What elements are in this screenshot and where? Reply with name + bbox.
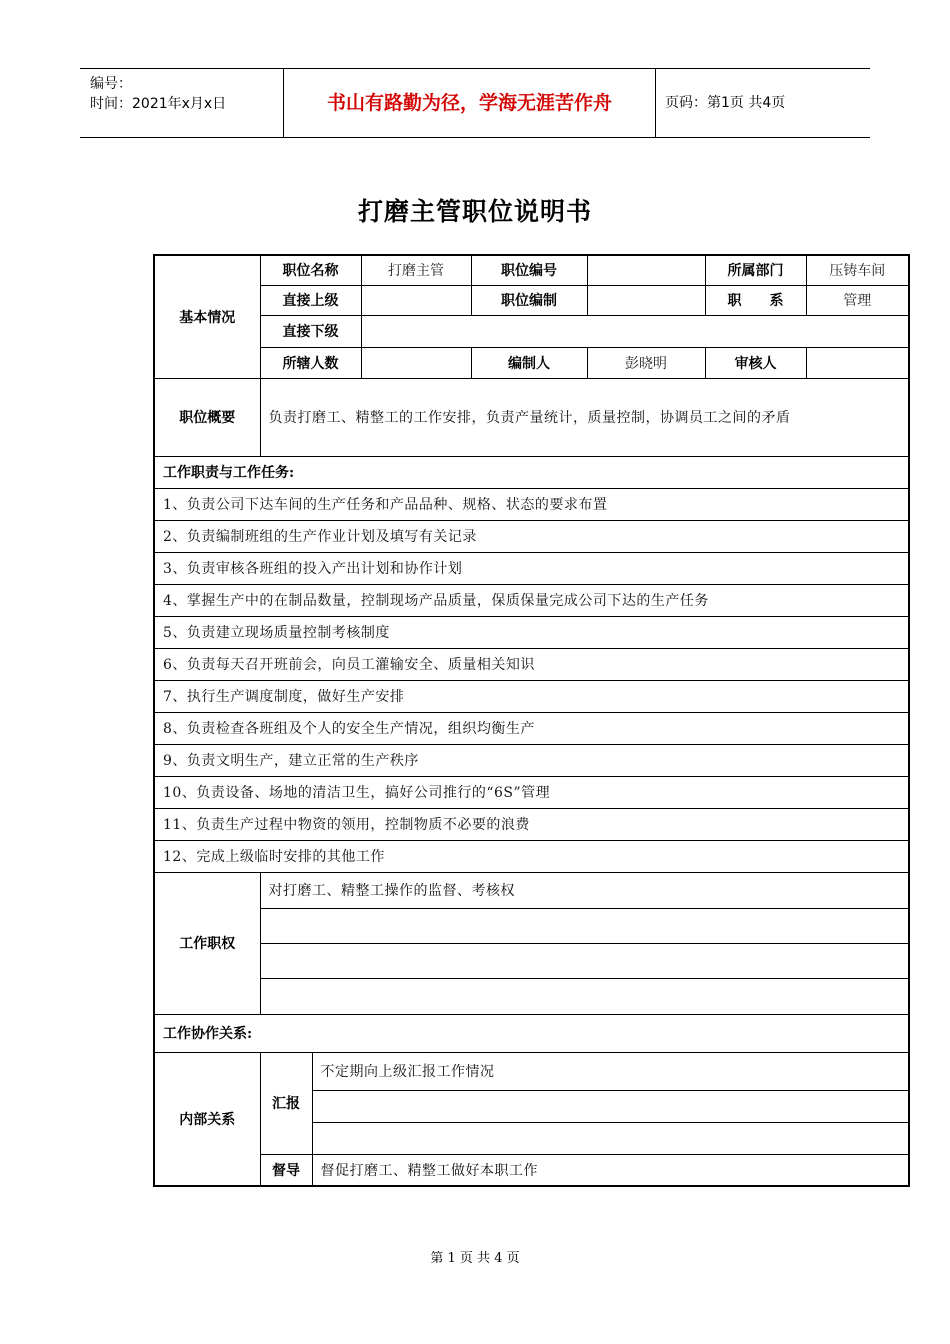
report-item: [312, 1122, 909, 1154]
authority-row: [154, 872, 909, 908]
authority-row: [154, 908, 909, 943]
dept-label: 所属部门: [705, 255, 806, 285]
reviewer-label: 审核人: [705, 347, 806, 378]
duty-row: [154, 808, 909, 840]
duty-row: [154, 712, 909, 744]
duty-item: 6、负责每天召开班前会，向员工灌输安全、质量相关知识: [154, 648, 909, 680]
job-no-label: 职位编号: [471, 255, 587, 285]
authority-item: 对打磨工、精整工操作的监督、考核权: [260, 872, 909, 908]
job-no-value: [587, 255, 705, 285]
summary-row: [154, 378, 909, 456]
duties-header-row: [154, 456, 909, 488]
supervise-label: 督导: [260, 1154, 312, 1186]
series-label: 职 系: [705, 285, 806, 315]
subordinate-label: 直接下级: [260, 315, 361, 347]
authority-item: [260, 943, 909, 978]
document-title: 打磨主管职位说明书: [357, 197, 592, 226]
duty-item: 8、负责检查各班组及个人的安全生产情况，组织均衡生产: [154, 712, 909, 744]
dept-value: 压铸车间: [806, 255, 909, 285]
staffing-value: [587, 285, 705, 315]
headcount-label: 所辖人数: [260, 347, 361, 378]
author-value: 彭晓明: [587, 347, 705, 378]
duties-label: 工作职责与工作任务:: [154, 456, 909, 488]
report-item: 不定期向上级汇报工作情况: [312, 1052, 909, 1090]
duty-item: 7、执行生产调度制度，做好生产安排: [154, 680, 909, 712]
report-row: [154, 1052, 909, 1090]
supervise-text: 督促打磨工、精整工做好本职工作: [312, 1154, 909, 1186]
supervise-row: [154, 1154, 909, 1186]
duty-row: [154, 584, 909, 616]
duty-item: 1、负责公司下达车间的生产任务和产品品种、规格、状态的要求布置: [154, 488, 909, 520]
code-label: 编号：: [90, 76, 132, 92]
authority-item: [260, 908, 909, 943]
report-label: 汇报: [260, 1052, 312, 1154]
date-label: 时间：2021年x月x日: [90, 96, 227, 112]
duty-row: [154, 744, 909, 776]
superior-label: 直接上级: [260, 285, 361, 315]
basic-section-label: 基本情况: [154, 255, 260, 378]
duty-row: [154, 840, 909, 872]
page-header: [80, 68, 870, 138]
report-item: [312, 1090, 909, 1122]
duty-item: 10、负责设备、场地的清洁卫生，搞好公司推行的“6S”管理: [154, 776, 909, 808]
summary-label: 职位概要: [154, 378, 260, 456]
authority-row: [154, 943, 909, 978]
duty-row: [154, 552, 909, 584]
duty-item: 3、负责审核各班组的投入产出计划和协作计划: [154, 552, 909, 584]
duty-item: 11、负责生产过程中物资的领用，控制物质不必要的浪费: [154, 808, 909, 840]
author-label: 编制人: [471, 347, 587, 378]
basic-row-3: [154, 315, 909, 347]
cooperation-header-row: [154, 1014, 909, 1052]
summary-text: 负责打磨工、精整工的工作安排，负责产量统计，质量控制，协调员工之间的矛盾: [260, 378, 909, 456]
authority-label: 工作职权: [154, 872, 260, 1014]
internal-relations-label: 内部关系: [154, 1052, 260, 1186]
duty-item: 5、负责建立现场质量控制考核制度: [154, 616, 909, 648]
duty-row: [154, 488, 909, 520]
duty-row: [154, 680, 909, 712]
page-footer: 第 1 页 共 4 页: [430, 1251, 520, 1266]
duty-row: [154, 616, 909, 648]
duty-item: 2、负责编制班组的生产作业计划及填写有关记录: [154, 520, 909, 552]
job-description-form: [153, 254, 910, 1187]
authority-item: [260, 978, 909, 1014]
header-motto: 书山有路勤为径，学海无涯苦作舟: [284, 69, 656, 137]
superior-value: [361, 285, 471, 315]
basic-row-2: [154, 285, 909, 315]
header-page-info: 页码：第1页 共4页: [665, 95, 786, 111]
duty-item: 4、掌握生产中的在制品数量，控制现场产品质量，保质保量完成公司下达的生产任务: [154, 584, 909, 616]
series-value: 管理: [806, 285, 909, 315]
job-name-value: 打磨主管: [361, 255, 471, 285]
reviewer-value: [806, 347, 909, 378]
basic-row-1: [154, 255, 909, 285]
job-name-label: 职位名称: [260, 255, 361, 285]
authority-row: [154, 978, 909, 1014]
cooperation-label: 工作协作关系:: [154, 1014, 909, 1052]
duty-item: 9、负责文明生产，建立正常的生产秩序: [154, 744, 909, 776]
staffing-label: 职位编制: [471, 285, 587, 315]
duty-row: [154, 776, 909, 808]
basic-row-4: [154, 347, 909, 378]
subordinate-value: [361, 315, 909, 347]
duty-item: 12、完成上级临时安排的其他工作: [154, 840, 909, 872]
header-meta: [80, 69, 284, 137]
headcount-value: [361, 347, 471, 378]
duty-row: [154, 520, 909, 552]
duty-row: [154, 648, 909, 680]
